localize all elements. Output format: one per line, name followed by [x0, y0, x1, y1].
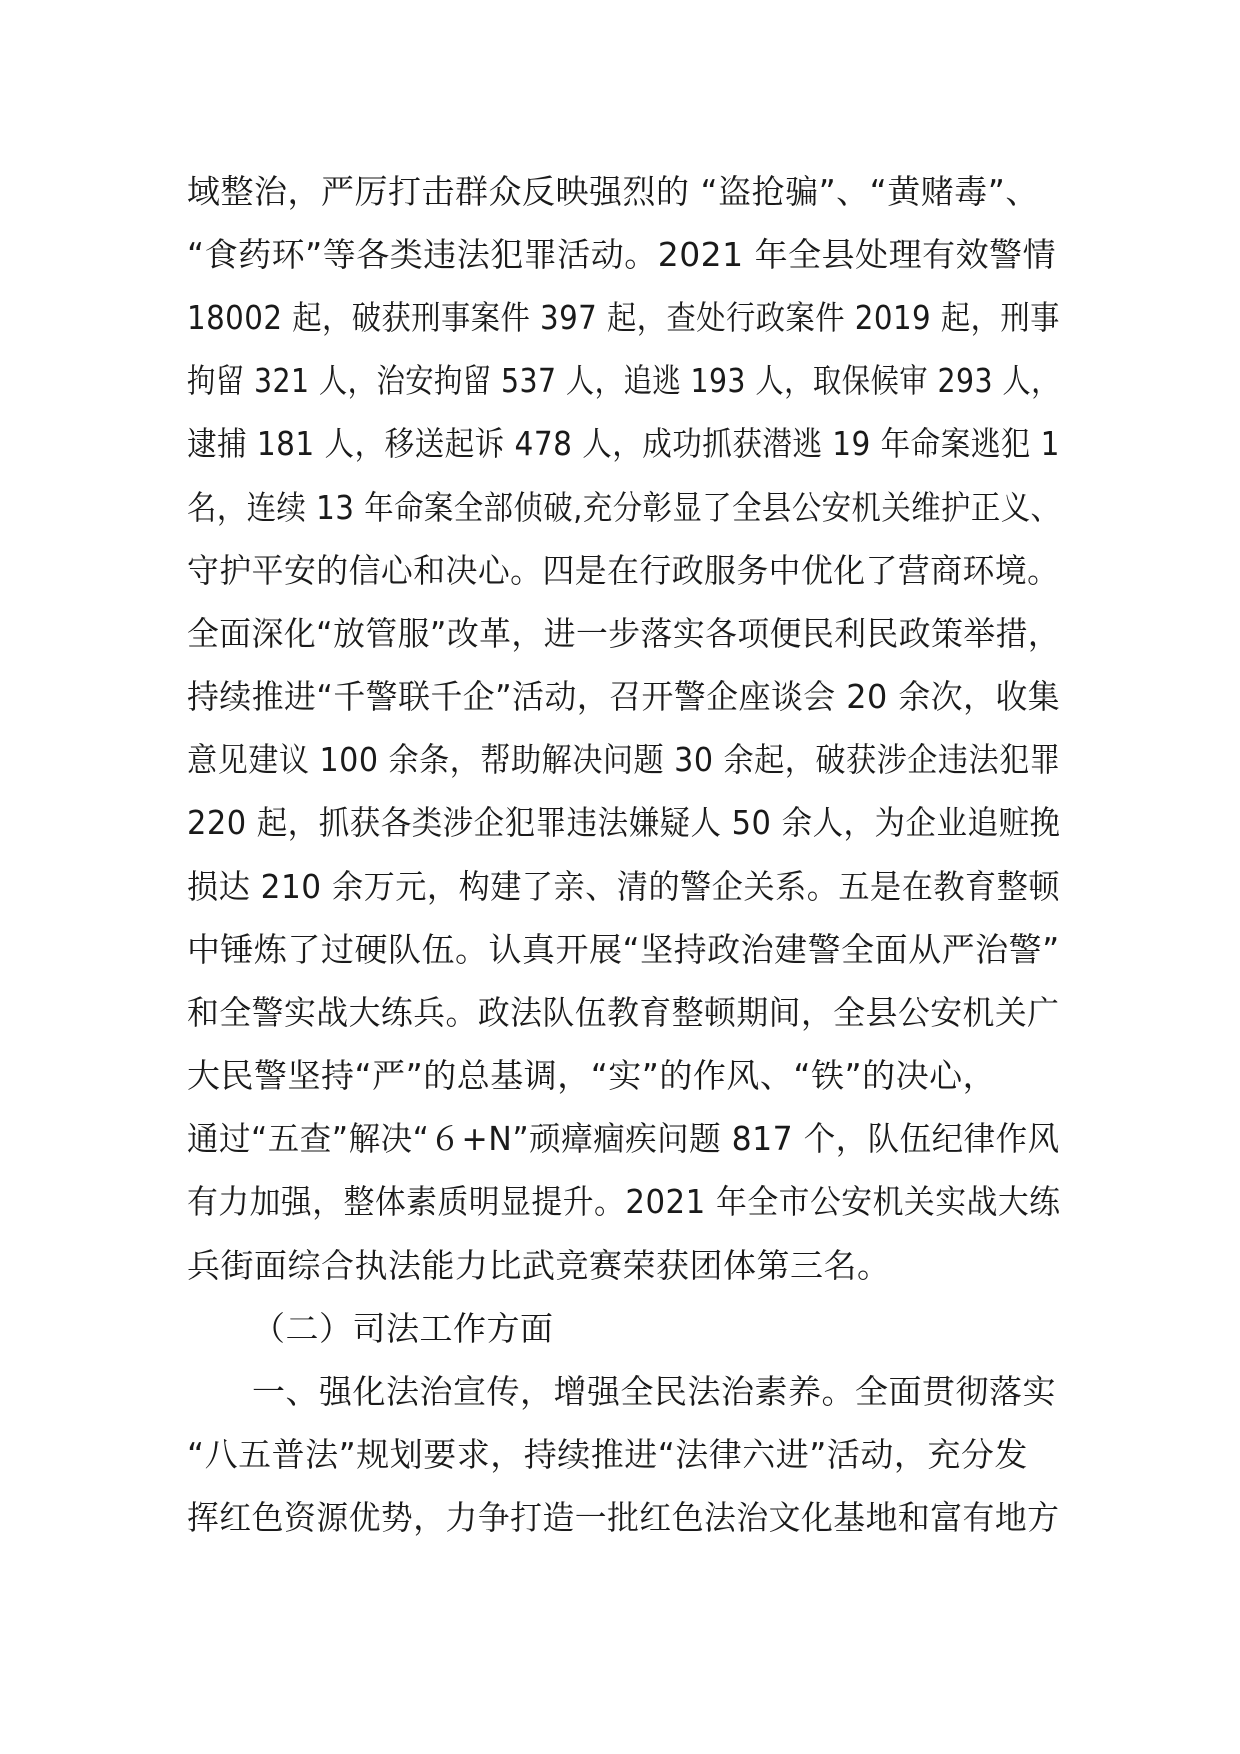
text-line: 域整治，严厉打击群众反映强烈的 “盗抢骗”、“黄赌毒”、 — [187, 172, 1039, 211]
text-line: 有力加强，整体素质明显提升。2021 年全市公安机关实战大练 — [187, 1182, 1061, 1221]
text-line: “食药环”等各类违法犯罪活动。2021 年全县处理有效警情 — [187, 235, 1057, 274]
text-line: 挥红色资源优势，力争打造一批红色法治文化基地和富有地方 — [187, 1498, 1060, 1537]
text-line: 大民警坚持“严”的总基调，“实”的作风、“铁”的决心， — [187, 1056, 997, 1095]
text-line: 逮捕 181 人，移送起诉 478 人，成功抓获潜逃 19 年命案逃犯 1 — [187, 424, 1060, 463]
text-line: 全面深化“放管服”改革，进一步落实各项便民利民政策举措， — [187, 614, 1061, 653]
text-line: “八五普法”规划要求，持续推进“法律六进”活动，充分发 — [187, 1435, 1028, 1474]
text-line: 持续推进“千警联千企”活动，召开警企座谈会 20 余次，收集 — [187, 677, 1061, 716]
text-line: 18002 起，破获刑事案件 397 起，查处行政案件 2019 起，刑事 — [187, 298, 1060, 337]
text-line: 意见建议 100 余条，帮助解决问题 30 余起，破获涉企违法犯罪 — [187, 740, 1061, 779]
text-line: 守护平安的信心和决心。四是在行政服务中优化了营商环境。 — [187, 551, 1060, 590]
text-line: 兵街面综合执法能力比武竞赛荣获团体第三名。 — [187, 1246, 891, 1285]
text-line: 和全警实战大练兵。政法队伍教育整顿期间，全县公安机关广 — [187, 993, 1060, 1032]
text-line: 损达 210 余万元，构建了亲、清的警企关系。五是在教育整顿 — [187, 867, 1060, 906]
text-line: 拘留 321 人，治安拘留 537 人，追逃 193 人，取保候审 293 人， — [187, 361, 1060, 400]
text-line: 通过“五查”解决“６+N”顽瘴痼疾问题 817 个，队伍纪律作风 — [187, 1119, 1060, 1158]
text-line: 一、强化法治宣传，增强全民法治素养。全面贯彻落实 — [252, 1372, 1056, 1411]
text-line: 名，连续 13 年命案全部侦破,充分彰显了全县公安机关维护正义、 — [187, 488, 1061, 527]
text-line: 220 起，抓获各类涉企犯罪违法嫌疑人 50 余人，为企业追赃挽 — [187, 803, 1061, 842]
text-line: 中锤炼了过硬队伍。认真开展“坚持政治建警全面从严治警” — [187, 930, 1060, 969]
section-heading: （二）司法工作方面 — [252, 1309, 554, 1348]
